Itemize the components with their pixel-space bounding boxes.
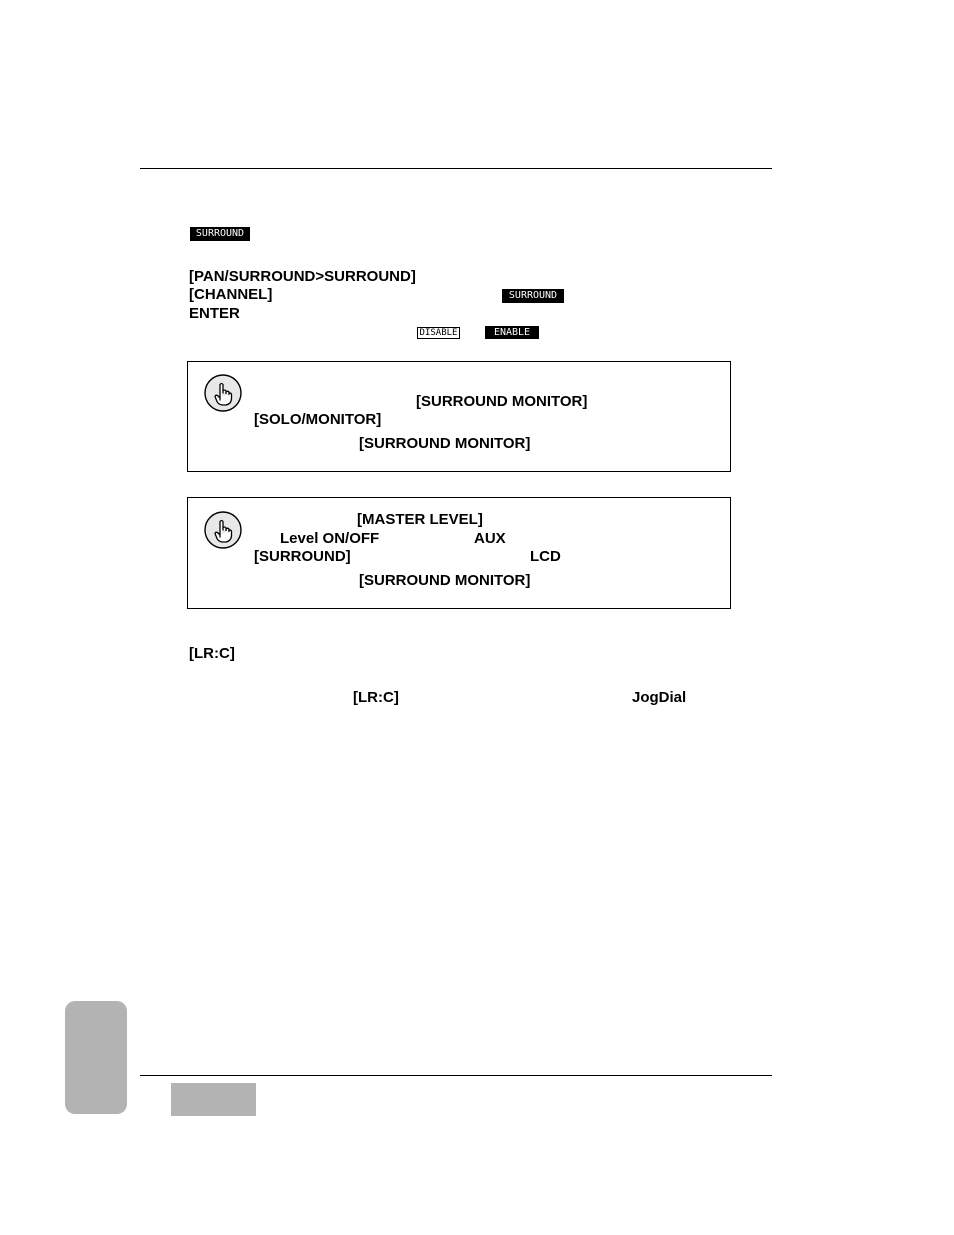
pointing-hand-icon xyxy=(204,511,242,549)
pointing-hand-icon xyxy=(204,374,242,412)
surround-inline-lcd-badge: SURROUND xyxy=(502,289,564,303)
chapter-side-tab xyxy=(65,1001,127,1114)
step-pan-surround: [PAN/SURROUND>SURROUND] xyxy=(189,268,416,285)
bottom-rule xyxy=(140,1075,772,1076)
note2-aux: AUX xyxy=(474,530,506,547)
note1-solo-monitor: [SOLO/MONITOR] xyxy=(254,411,382,428)
disable-lcd-badge: DISABLE xyxy=(417,327,460,339)
step-channel: [CHANNEL] xyxy=(189,286,273,303)
page-number-tab xyxy=(171,1083,256,1116)
note1-surround-monitor-a: [SURROUND MONITOR] xyxy=(416,393,588,410)
note1-surround-monitor-b: [SURROUND MONITOR] xyxy=(359,435,531,452)
lrc-inline: [LR:C] xyxy=(353,689,399,706)
note2-surround: [SURROUND] xyxy=(254,548,351,565)
note-box-surround-monitor xyxy=(187,361,731,472)
note2-level-onoff: Level ON/OFF xyxy=(280,530,380,547)
enable-lcd-badge: ENABLE xyxy=(485,326,539,339)
note2-surround-monitor: [SURROUND MONITOR] xyxy=(359,572,531,589)
note2-master-level: [MASTER LEVEL] xyxy=(357,511,483,528)
note2-lcd: LCD xyxy=(530,548,561,565)
lrc-heading: [LR:C] xyxy=(189,645,235,662)
jogdial-label: JogDial xyxy=(632,689,687,706)
top-rule xyxy=(140,168,772,169)
surround-lcd-badge: SURROUND xyxy=(190,227,250,241)
note-box-master-level xyxy=(187,497,731,609)
step-enter: ENTER xyxy=(189,305,240,322)
